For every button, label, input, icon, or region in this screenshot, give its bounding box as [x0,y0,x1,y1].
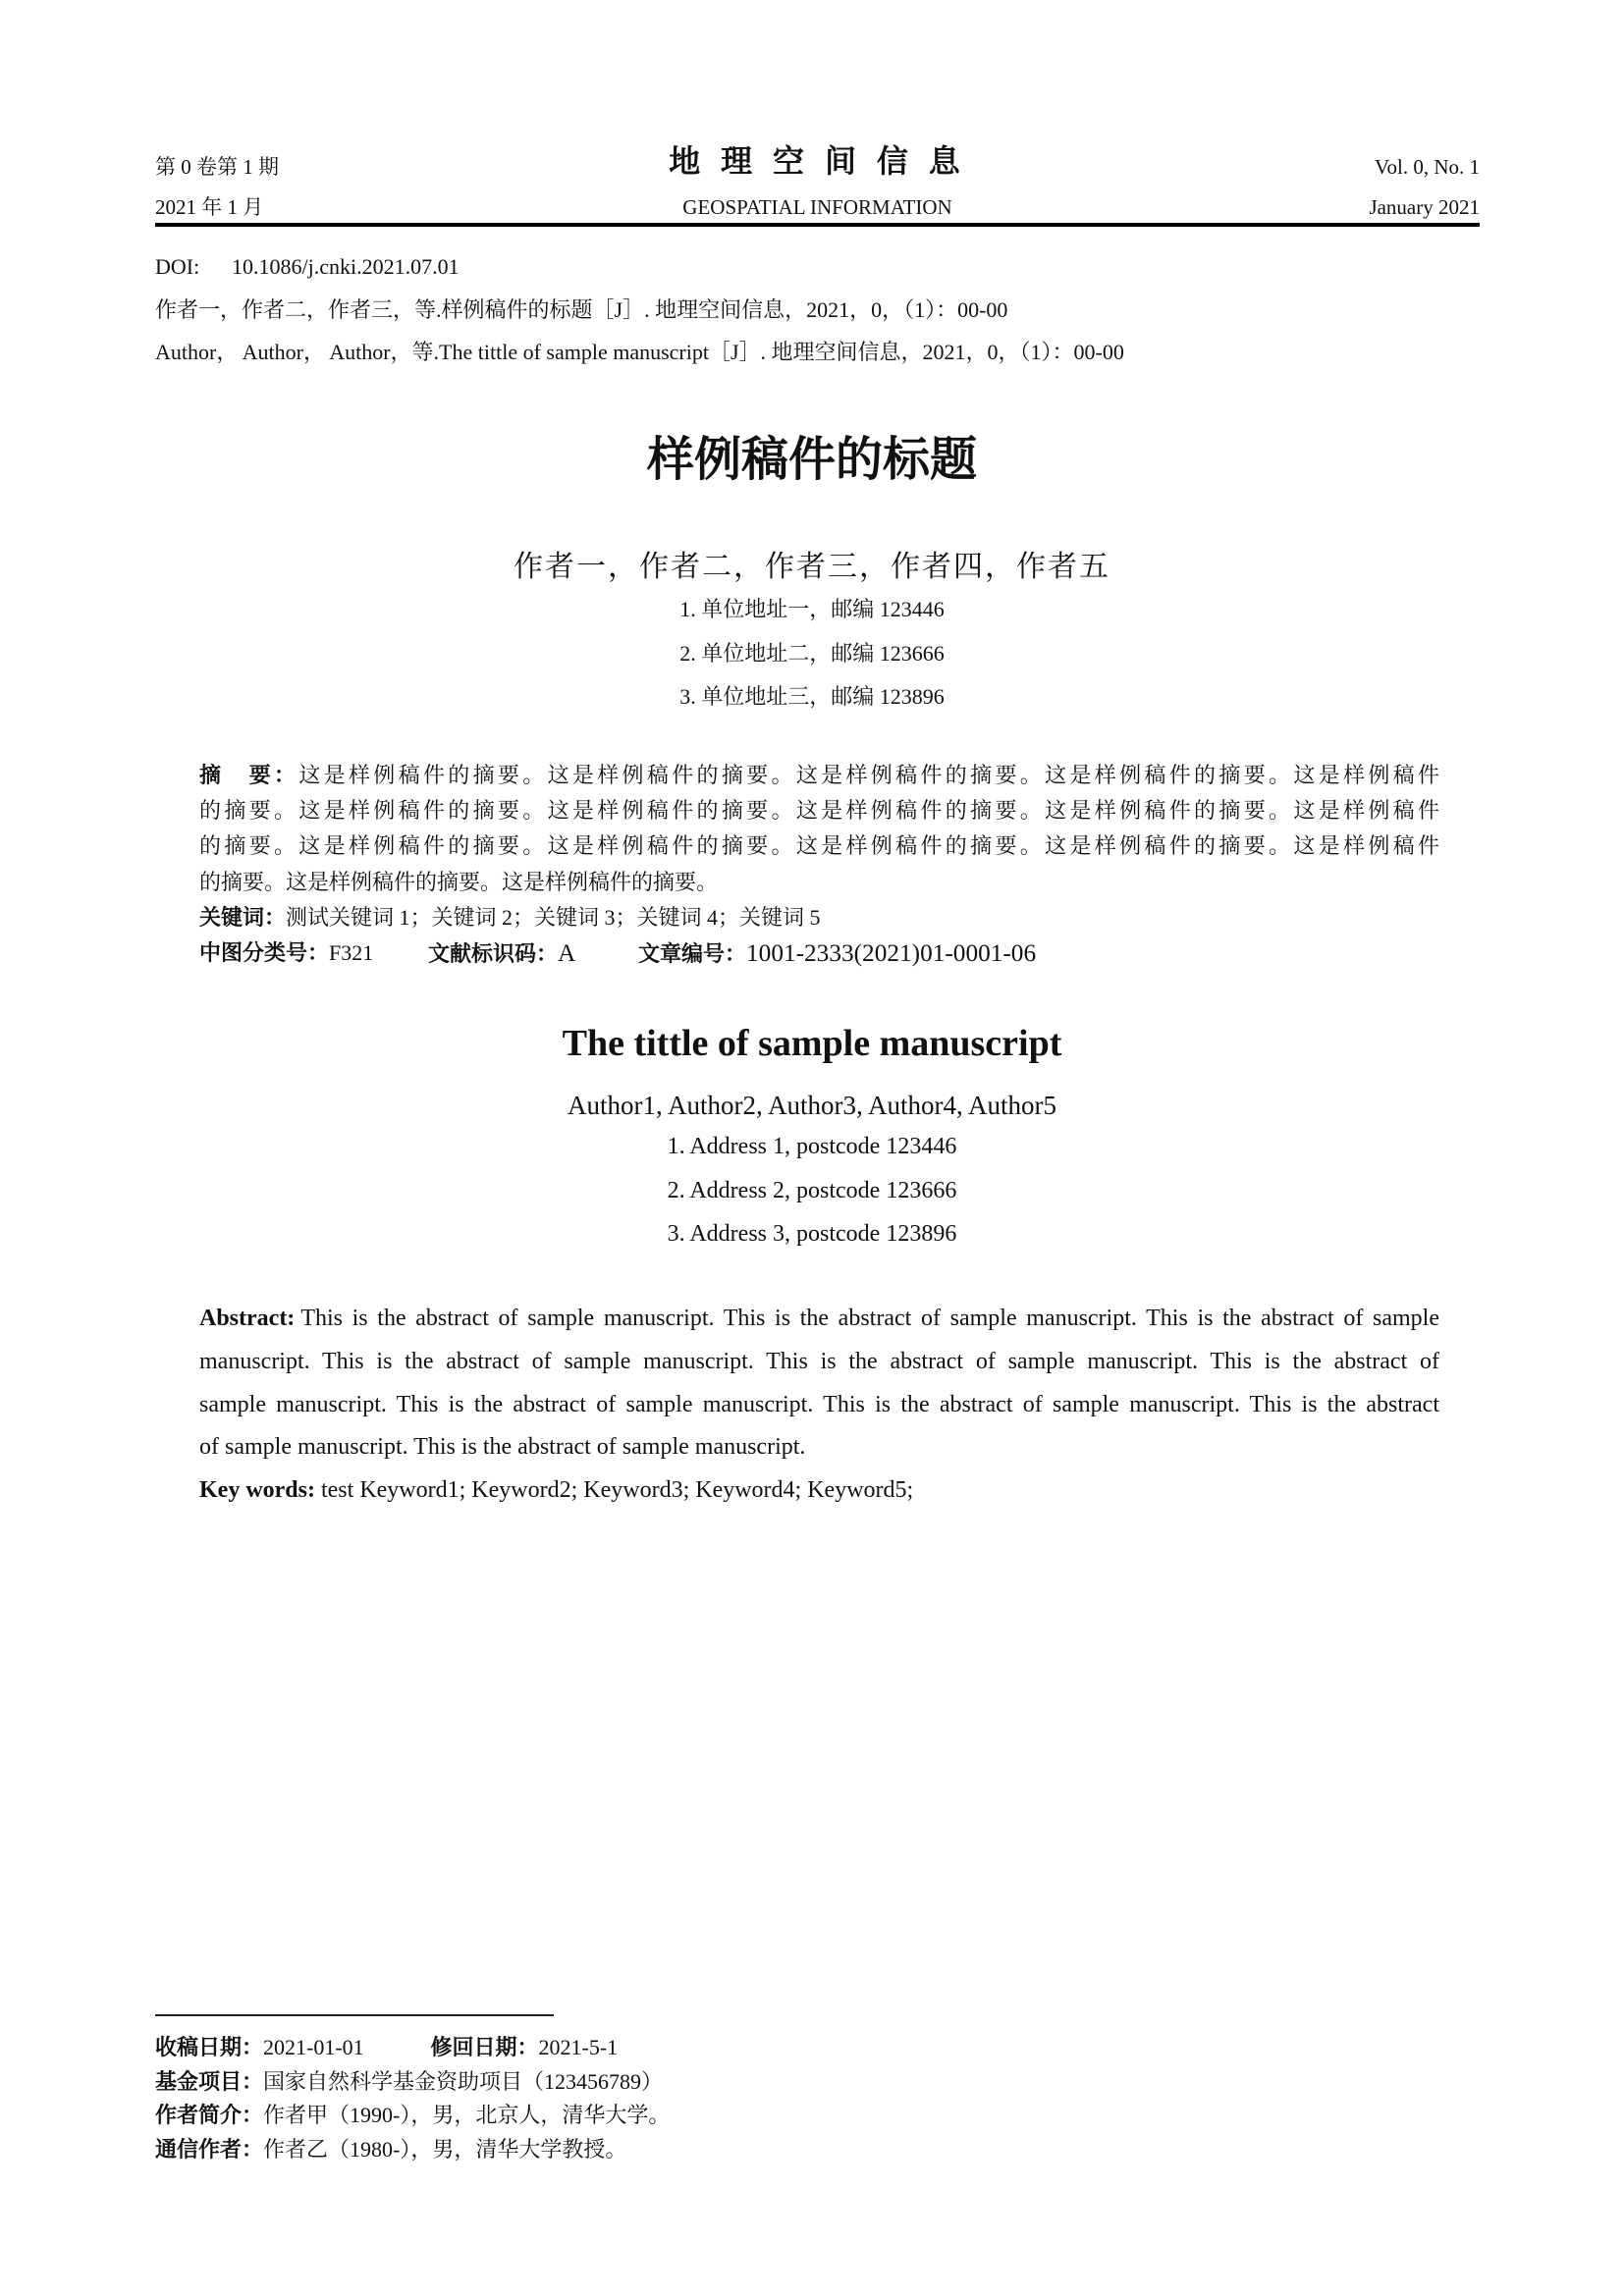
article-number-label: 文章编号： [638,940,747,966]
document-code-label: 文献标识码： [428,940,559,966]
received-value: 2021-01-01 [263,2035,364,2059]
affiliation-cn: 1. 单位地址一，邮编 123446 [679,597,945,621]
abstract-cn-text: 这是样例稿件的摘要。这是样例稿件的摘要。这是样例稿件的摘要。这是样例稿件的摘要。这是样例稿件 [298,763,1439,787]
keywords-en-label: Key words: [199,1477,315,1504]
issue-date-cn: 2021 年 1 月 [155,195,264,219]
abstract-en-line [199,1298,1439,1341]
affiliation-en: 1. Address 1, postcode 123446 [667,1134,957,1159]
keywords-en-text: test Keyword1; Keyword2; Keyword3; Keyword4; Keyword5; [320,1477,914,1504]
revised-label: 修回日期： [430,2035,539,2059]
abstract-cn-label: 摘 要： [199,763,299,787]
received-date [155,2031,425,2065]
volume-issue-en: Vol. 0, No. 1 [1375,155,1480,179]
abstract-en-line: sample manuscript. This is the abstract of sample manuscript. This is the abstract of sample manuscript. This is the abstract [199,1391,1439,1417]
clc-value: F321 [329,939,374,965]
page-title: 样例稿件的标题 [646,434,977,486]
doi-line [155,254,1480,280]
author-list-cn: 作者一，作者二，作者三，作者四，作者五 [514,551,1110,583]
keywords-cn-label: 关键词： [199,904,287,930]
keywords-cn-text: 测试关键词 1；关键词 2；关键词 3；关键词 4；关键词 5 [286,904,821,930]
clc-number [199,935,373,971]
abstract-en-line: of sample manuscript. This is the abstract of sample manuscript. [199,1434,806,1461]
affiliation-en: 2. Address 2, postcode 123666 [667,1177,957,1203]
keywords-en [199,1469,1439,1513]
document-code-value: A [558,938,576,967]
corresponding-author-value: 作者乙（1980-），男，清华大学教授。 [263,2137,627,2163]
author-bio-value: 作者甲（1990-），男，北京人，清华大学。 [263,2103,671,2128]
affiliation-cn: 3. 单位地址三，邮编 123896 [679,684,945,709]
issue-date-en: January 2021 [1369,195,1480,219]
revised-value: 2021-5-1 [538,2035,619,2059]
fund-value: 国家自然科学基金资助项目（123456789） [263,2068,664,2094]
article-number-value: 1001-2333(2021)01-0001-06 [746,938,1037,967]
abstract-cn-line: 的摘要。这是样例稿件的摘要。这是样例稿件的摘要。 [199,869,719,894]
abstract-en-text: This is the abstract of sample manuscript. This is the abstract of sample manuscript. This is the abstract of sample [300,1306,1439,1331]
article-number [638,935,1036,972]
keywords-cn [199,900,1439,935]
footnotes [155,2031,1480,2167]
citation-cn: 作者一，作者二，作者三，等.样例稿件的标题［J］. 地理空间信息，2021，0，（1）：00-00 [155,297,1008,322]
affiliation-cn: 2. 单位地址二，邮编 123666 [679,640,945,666]
journal-name-cn: 地 理 空 间 信 息 [669,143,966,179]
doi-value: 10.1086/j.cnki.2021.07.01 [232,254,460,279]
affiliations-cn [0,588,1624,720]
journal-name-en: GEOSPATIAL INFORMATION [682,195,952,219]
doi-label: DOI: [155,254,200,279]
author-bio-label: 作者简介： [155,2103,264,2128]
fund-label: 基金项目： [155,2068,264,2094]
footnote-rule [155,2014,554,2016]
classification-line [199,935,1439,971]
affiliation-en: 3. Address 3, postcode 123896 [667,1221,957,1247]
footnote-author-bio [155,2099,1480,2133]
citation-en: Author， Author， Author，等.The tittle of sample manuscript［J］. 地理空间信息，2021，0，（1）：00-00 [155,340,1124,364]
abstract-cn-line [199,758,1439,793]
abstract-cn-line: 的摘要。这是样例稿件的摘要。这是样例稿件的摘要。这是样例稿件的摘要。这是样例稿件的摘要。这是样例稿件 [199,798,1439,824]
footnote-dates [155,2031,1480,2065]
revised-date [425,2035,618,2059]
abstract-cn-line: 的摘要。这是样例稿件的摘要。这是样例稿件的摘要。这是样例稿件的摘要。这是样例稿件的摘要。这是样例稿件 [199,833,1439,859]
abstract-cn [199,758,1439,971]
corresponding-author-label: 通信作者： [155,2137,264,2163]
english-title: The tittle of sample manuscript [562,1023,1062,1064]
footnote-corresponding-author [155,2133,1480,2167]
abstract-en-label: Abstract: [199,1306,296,1331]
document-code [428,935,575,972]
footnote-fund [155,2065,1480,2100]
clc-label: 中图分类号： [199,939,330,965]
author-list-en: Author1, Author2, Author3, Author4, Author5 [568,1091,1056,1120]
header-rule [155,223,1480,227]
affiliations-en [0,1125,1624,1256]
received-label: 收稿日期： [155,2035,264,2059]
volume-issue: 第 0 卷第 1 期 [155,155,279,179]
abstract-en [199,1298,1439,1513]
abstract-en-line: manuscript. This is the abstract of sample manuscript. This is the abstract of sample manuscript. This is the abstract of [199,1348,1439,1374]
